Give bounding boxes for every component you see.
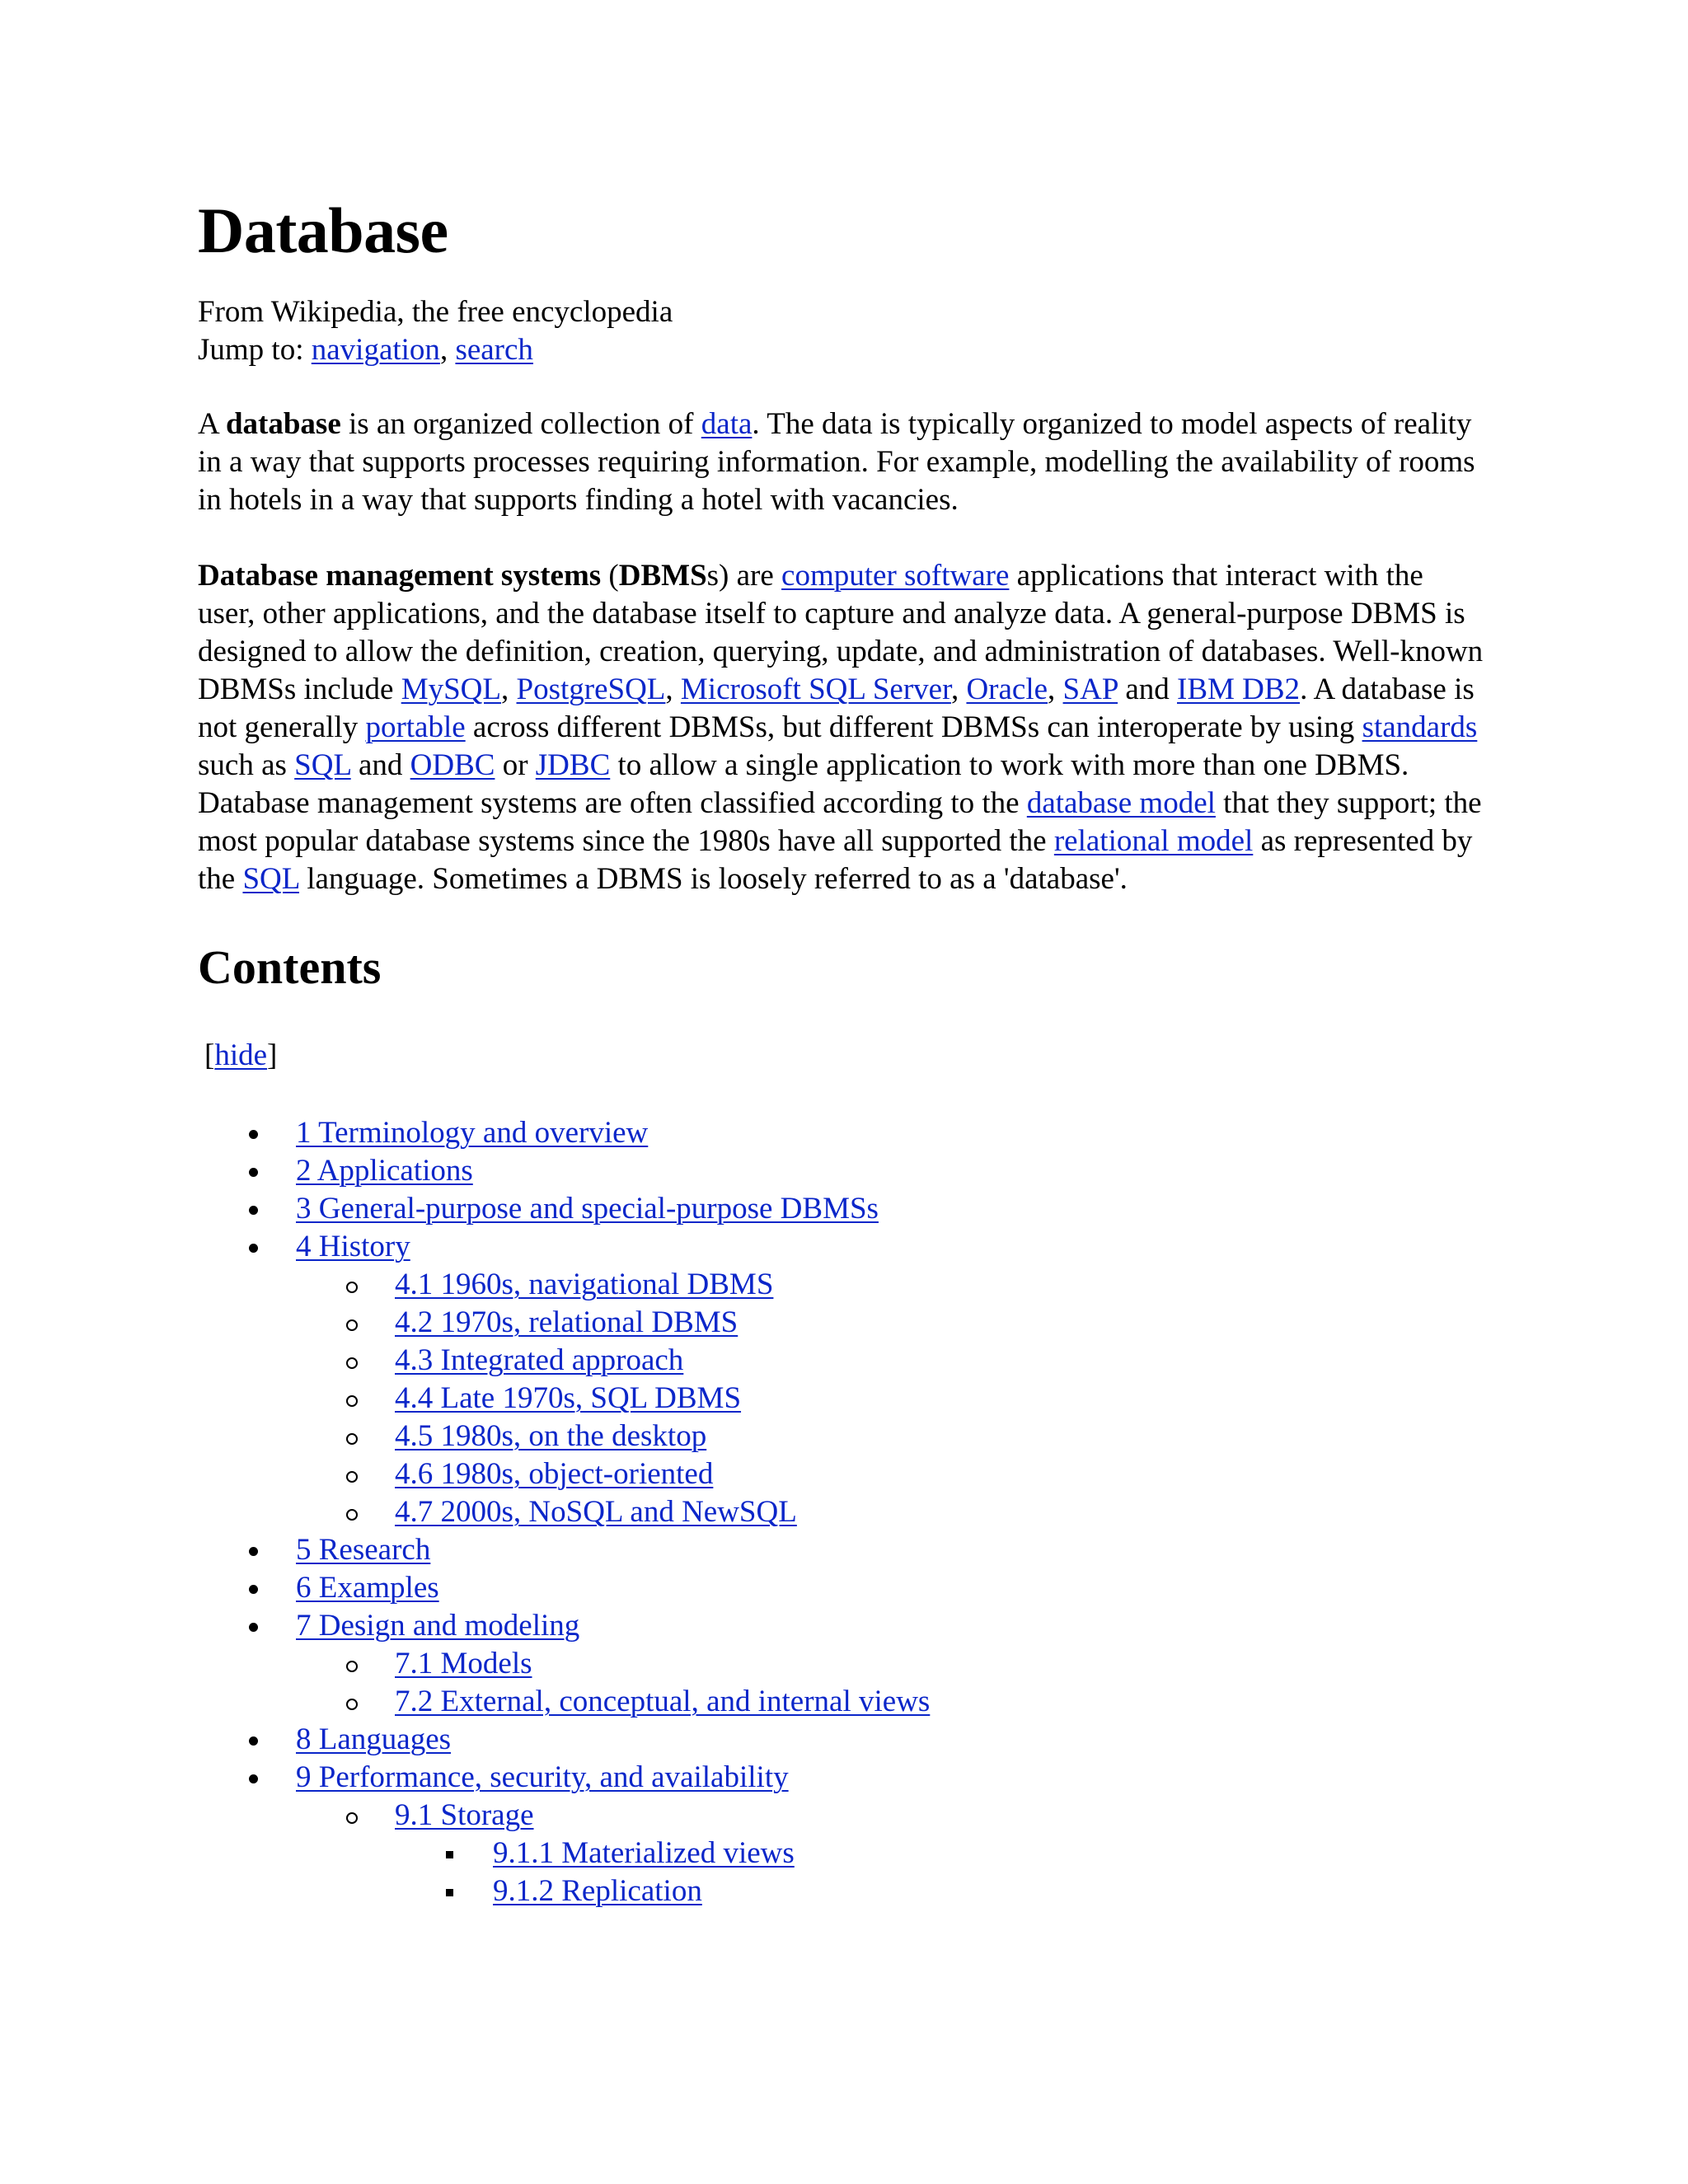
toc-item xyxy=(198,1569,1484,1607)
text: applications that interact with the user, other applications, and the database itself to capture and analyze data. A general-purpose DBMS is designed to allow the definition, creation, querying, update, and administration of databases. Well-known DBMSs include xyxy=(198,559,1484,706)
link-portable[interactable]: portable xyxy=(365,710,466,744)
bullet-circle-icon xyxy=(346,1282,358,1293)
toc-subsubitem xyxy=(198,1835,1484,1872)
bullet-disc-icon xyxy=(249,1168,258,1177)
text: , xyxy=(1048,673,1063,706)
text: , xyxy=(665,673,681,706)
toc-link[interactable]: 4.1 1960s, navigational DBMS xyxy=(395,1268,774,1301)
text: across different DBMSs, but different DBMSs can interoperate by using xyxy=(465,710,1362,744)
toc-link[interactable]: 4 History xyxy=(296,1230,410,1263)
text: , xyxy=(501,673,517,706)
toc-subitem xyxy=(198,1645,1484,1683)
bullet-square-icon xyxy=(446,1889,453,1896)
bullet-circle-icon xyxy=(346,1357,358,1369)
bullet-circle-icon xyxy=(346,1319,358,1331)
toc-link[interactable]: 4.2 1970s, relational DBMS xyxy=(395,1305,738,1339)
toc-subitem xyxy=(198,1266,1484,1304)
bullet-disc-icon xyxy=(249,1623,258,1632)
text: . The data is typically organized to model aspects of reality in a way that supports processes requiring information. For example, modelling the availability of rooms in hotels in a way that supports finding a hotel with vacancies. xyxy=(198,407,1475,517)
jump-search-link[interactable]: search xyxy=(455,333,533,367)
toc-link[interactable]: 9.1.2 Replication xyxy=(493,1874,702,1908)
toc-subitem xyxy=(198,1342,1484,1380)
bullet-circle-icon xyxy=(346,1395,358,1407)
jump-to-line: Jump to: navigation, search xyxy=(198,333,533,367)
link-computer-software[interactable]: computer software xyxy=(781,559,1010,593)
bullet-circle-icon xyxy=(346,1433,358,1445)
link-microsoft-sql-server[interactable]: Microsoft SQL Server xyxy=(680,673,951,706)
text: as represented by the xyxy=(198,824,1473,896)
text: or xyxy=(495,748,536,782)
text: such as xyxy=(198,748,295,782)
link-sql-language[interactable]: SQL xyxy=(242,862,299,896)
link-sql[interactable]: SQL xyxy=(294,748,351,782)
bold-term: Database management systems xyxy=(198,559,602,593)
text: and xyxy=(1118,673,1177,706)
jump-navigation-link[interactable]: navigation xyxy=(311,333,440,367)
toc-subitem xyxy=(198,1493,1484,1531)
toc-link[interactable]: 1 Terminology and overview xyxy=(296,1116,649,1150)
page-title: Database xyxy=(198,194,448,266)
bullet-disc-icon xyxy=(249,1547,258,1556)
toc-item xyxy=(198,1531,1484,1569)
text: A xyxy=(198,407,226,441)
toc-subitem xyxy=(198,1418,1484,1455)
toc-link[interactable]: 9.1.1 Materialized views xyxy=(493,1836,795,1870)
toc-link[interactable]: 4.6 1980s, object-oriented xyxy=(395,1457,714,1491)
link-odbc[interactable]: ODBC xyxy=(410,748,495,782)
link-mysql[interactable]: MySQL xyxy=(401,673,501,706)
link-ibm-db2[interactable]: IBM DB2 xyxy=(1177,673,1301,706)
text: to allow a single application to work with more than one DBMS. Database management systems are often classified according to the xyxy=(198,748,1409,820)
bullet-circle-icon xyxy=(346,1661,358,1672)
link-database-model[interactable]: database model xyxy=(1026,786,1216,820)
toc-link[interactable]: 5 Research xyxy=(296,1533,431,1567)
toc-subsubitem xyxy=(198,1872,1484,1910)
article xyxy=(198,190,1484,1910)
toc-link[interactable]: 4.7 2000s, NoSQL and NewSQL xyxy=(395,1495,797,1529)
text: s) are xyxy=(706,559,782,593)
link-standards[interactable]: standards xyxy=(1362,710,1478,744)
text: that they support; the most popular database systems since the 1980s have all supported the xyxy=(198,786,1482,858)
table-of-contents xyxy=(198,1114,1484,1910)
bullet-circle-icon xyxy=(346,1699,358,1710)
contents-heading: Contents xyxy=(198,940,382,994)
text: and xyxy=(350,748,410,782)
toc-link[interactable]: 4.4 Late 1970s, SQL DBMS xyxy=(395,1381,742,1415)
toc-subitem xyxy=(198,1380,1484,1418)
toc-item xyxy=(198,1152,1484,1190)
toc-subitem xyxy=(198,1797,1484,1835)
article-meta xyxy=(198,293,1484,369)
bullet-disc-icon xyxy=(249,1774,258,1783)
toc-item xyxy=(198,1721,1484,1759)
link-oracle[interactable]: Oracle xyxy=(966,673,1048,706)
toc-link[interactable]: 4.5 1980s, on the desktop xyxy=(395,1419,707,1453)
toc-link[interactable]: 4.3 Integrated approach xyxy=(395,1343,684,1377)
text: ( xyxy=(601,559,619,593)
text: language. Sometimes a DBMS is loosely referred to as a 'database'. xyxy=(298,862,1128,896)
toc-subitem xyxy=(198,1683,1484,1721)
link-jdbc[interactable]: JDBC xyxy=(535,748,611,782)
toc-link[interactable]: 3 General-purpose and special-purpose DBMSs xyxy=(296,1192,879,1226)
toc-link[interactable]: 9.1 Storage xyxy=(395,1798,534,1832)
text: , xyxy=(950,673,967,706)
bullet-circle-icon xyxy=(346,1812,358,1824)
link-relational-model[interactable]: relational model xyxy=(1053,824,1254,858)
link-postgresql[interactable]: PostgreSQL xyxy=(516,673,666,706)
toc-item xyxy=(198,1228,1484,1266)
bullet-disc-icon xyxy=(249,1130,258,1139)
toc-item xyxy=(198,1759,1484,1797)
intro-paragraph-2 xyxy=(198,557,1484,898)
bracket: ] xyxy=(267,1038,278,1072)
text: . A database is not generally xyxy=(198,673,1475,744)
toc-link[interactable]: 7.2 External, conceptual, and internal views xyxy=(395,1685,931,1718)
link-data[interactable]: data xyxy=(701,407,753,441)
contents-toggle xyxy=(198,1037,1484,1075)
toc-subitem xyxy=(198,1304,1484,1342)
bullet-disc-icon xyxy=(249,1244,258,1253)
toc-link[interactable]: 6 Examples xyxy=(296,1571,439,1605)
toc-subitem xyxy=(198,1455,1484,1493)
bold-term: DBMS xyxy=(618,559,707,593)
bullet-disc-icon xyxy=(249,1585,258,1594)
jump-to-label: Jump to: xyxy=(198,333,304,367)
toc-item xyxy=(198,1190,1484,1228)
toc-item xyxy=(198,1114,1484,1152)
toc-item xyxy=(198,1607,1484,1645)
bullet-disc-icon xyxy=(249,1206,258,1215)
bullet-circle-icon xyxy=(346,1471,358,1483)
hide-contents-link[interactable]: hide xyxy=(214,1038,268,1072)
toc-link[interactable]: 2 Applications xyxy=(296,1154,473,1188)
intro-paragraph-1 xyxy=(198,405,1484,519)
toc-link[interactable]: 7.1 Models xyxy=(395,1647,532,1680)
source-line: From Wikipedia, the free encyclopedia xyxy=(198,295,673,329)
link-sap[interactable]: SAP xyxy=(1062,673,1118,706)
bracket: [ xyxy=(204,1038,215,1072)
toc-link[interactable]: 8 Languages xyxy=(296,1722,452,1756)
bullet-circle-icon xyxy=(346,1509,358,1521)
toc-link[interactable]: 9 Performance, security, and availability xyxy=(296,1760,789,1794)
text: is an organized collection of xyxy=(340,407,701,441)
bullet-square-icon xyxy=(446,1851,453,1858)
toc-link[interactable]: 7 Design and modeling xyxy=(296,1609,580,1643)
bold-term: database xyxy=(225,407,341,441)
bullet-disc-icon xyxy=(249,1736,258,1746)
